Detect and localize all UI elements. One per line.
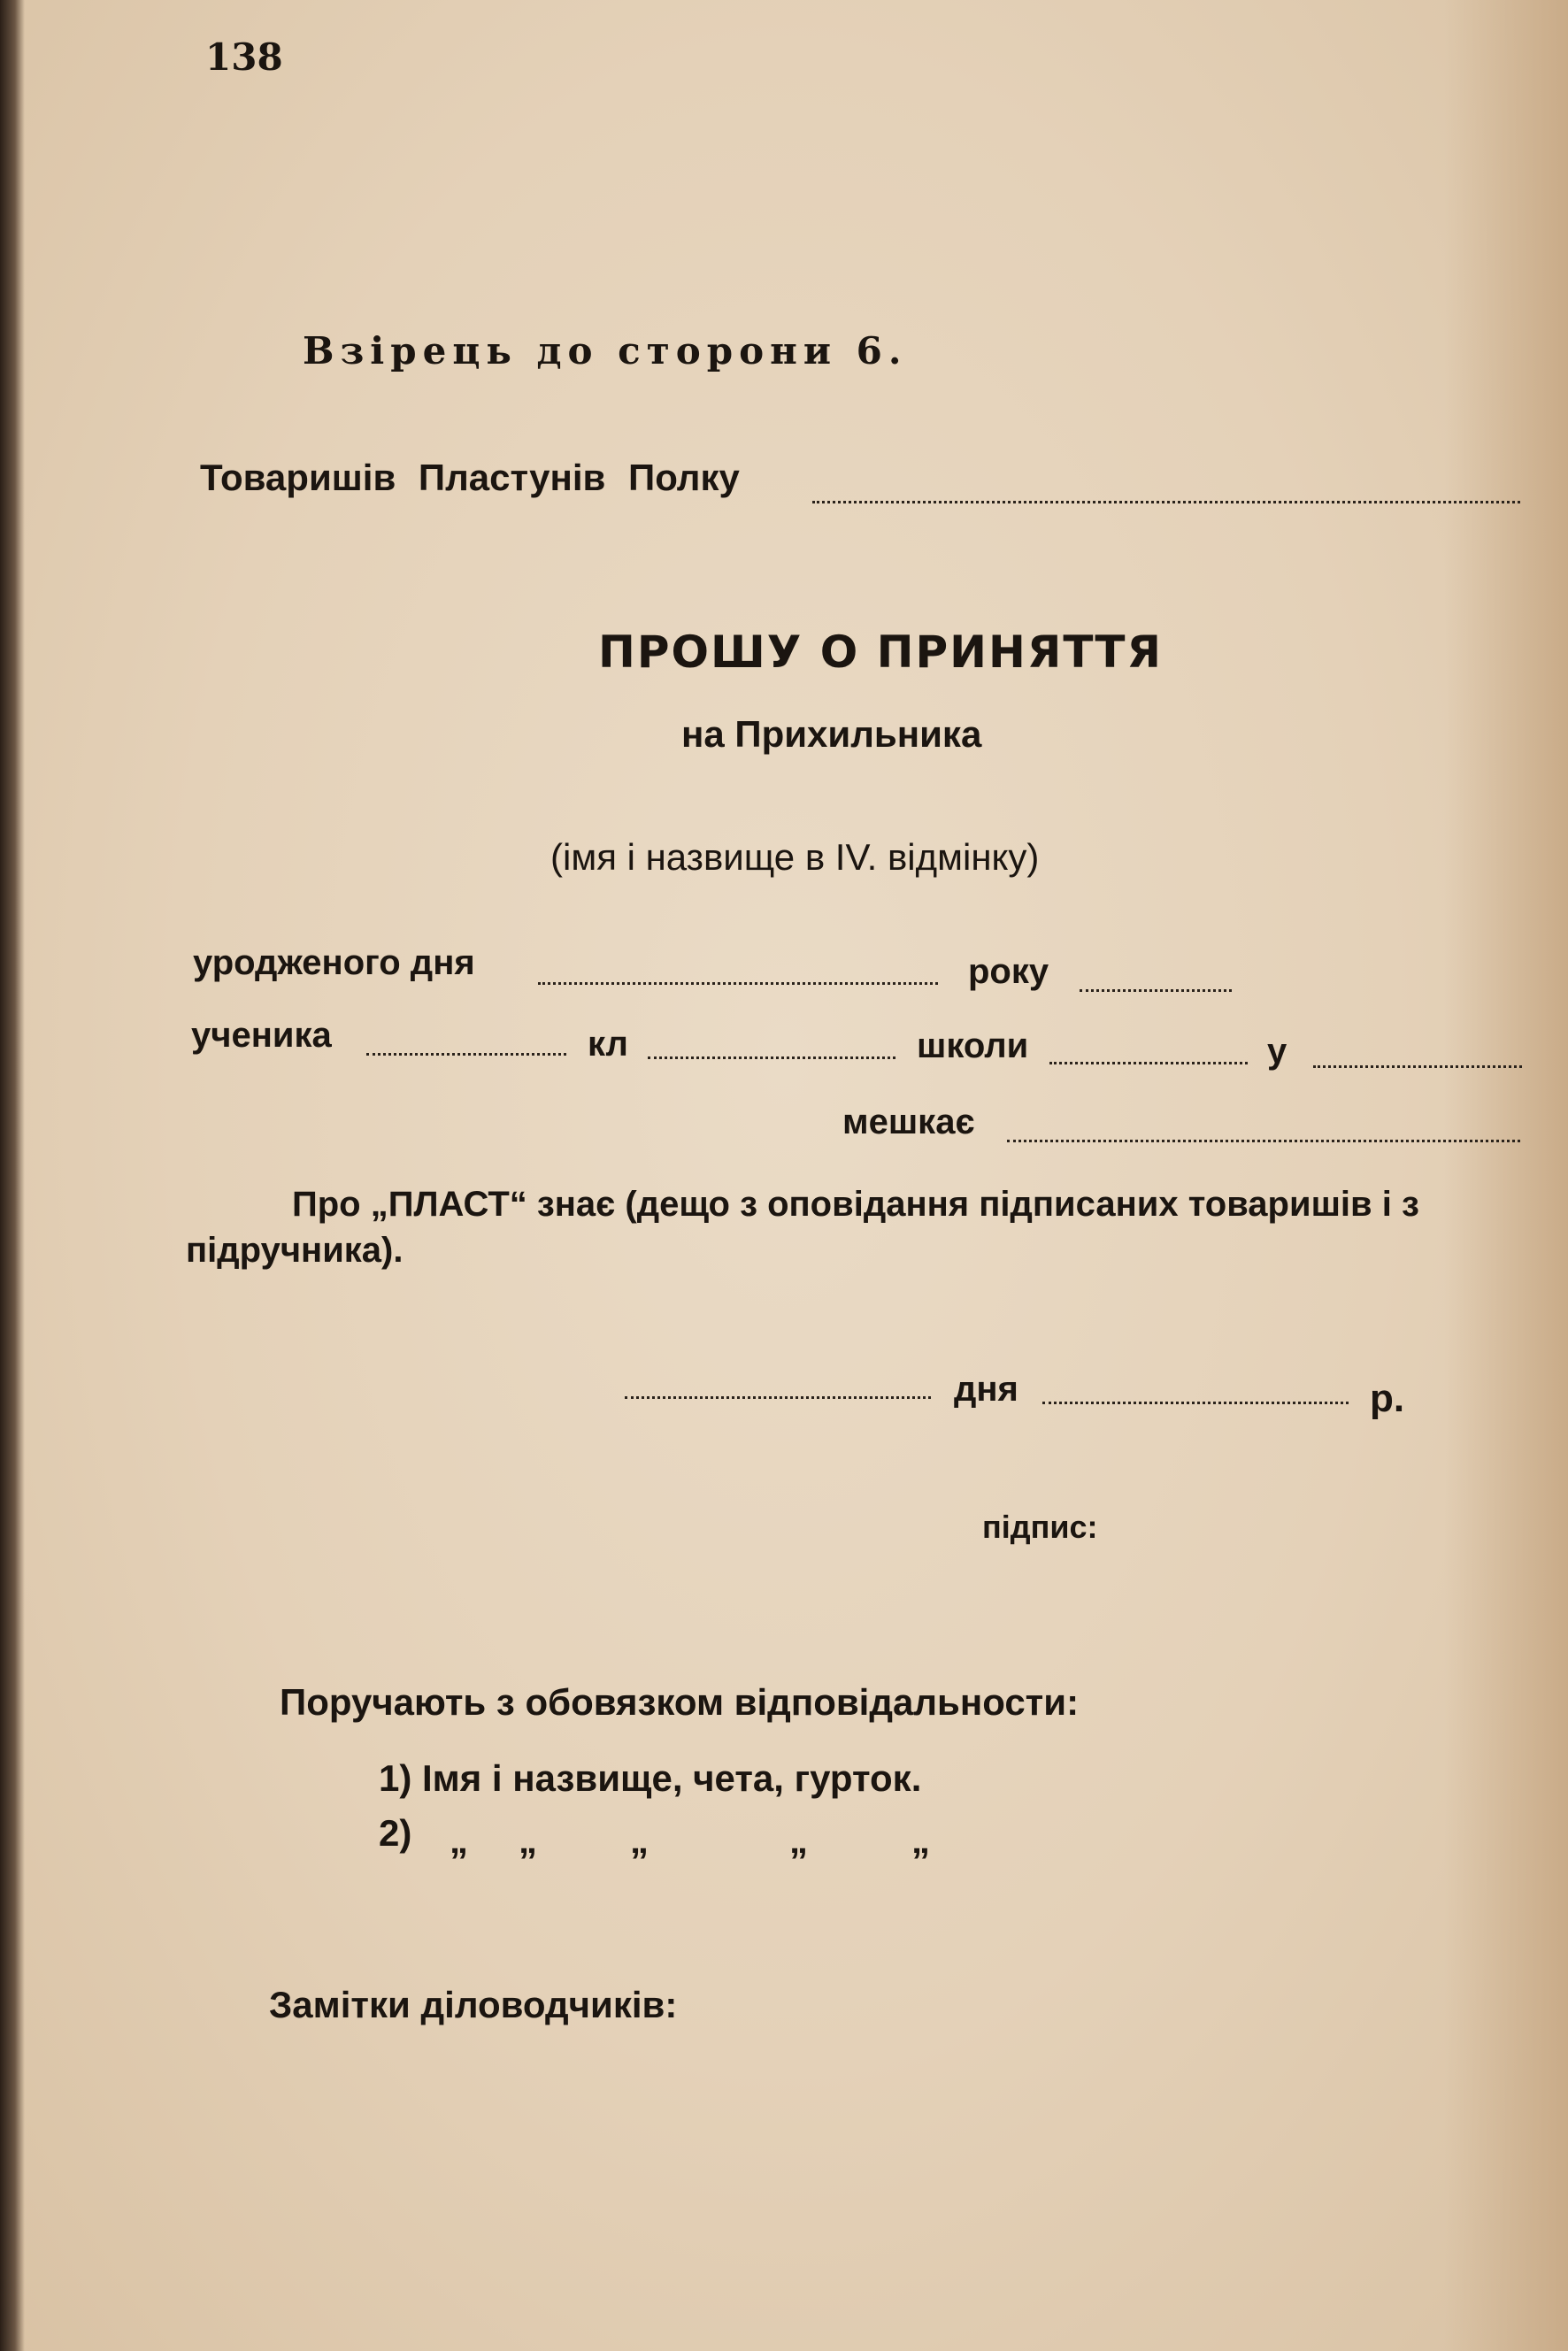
ditto-mark: „	[911, 1819, 930, 1861]
page-number: 138	[205, 35, 283, 79]
knowledge-text: Про „ПЛАСТ“ знає (дещо з оповідання підписаних товаришів і з підручника).	[186, 1185, 1419, 1270]
born-day-label: уродженого дня	[193, 943, 475, 982]
year-label: року	[968, 952, 1049, 991]
request-subtitle: на Прихильника	[681, 713, 982, 755]
page-edge-right	[1444, 0, 1568, 2351]
pupil-label: ученика	[191, 1016, 332, 1055]
in-blank	[1313, 1065, 1522, 1068]
ditto-mark: „	[789, 1819, 808, 1861]
ditto-mark: „	[519, 1819, 537, 1861]
ditto-mark: „	[450, 1819, 468, 1861]
date-place-blank	[625, 1396, 931, 1399]
class-label: кл	[588, 1025, 628, 1064]
lives-blank	[1007, 1140, 1520, 1142]
guarantor-item-2: 2)	[379, 1812, 412, 1854]
sample-reference: Взірець до сторони 6.	[303, 329, 908, 373]
school-blank	[1049, 1062, 1248, 1064]
page-shadow-left	[0, 0, 25, 2351]
school-label: школи	[917, 1026, 1029, 1065]
class-blank	[648, 1056, 895, 1059]
day-label: дня	[954, 1370, 1018, 1409]
lives-label: мешкає	[842, 1103, 975, 1141]
notes-label: Замітки діловодчиків:	[269, 1984, 678, 2025]
guarantors-heading: Поручають з обовязком відповідальности:	[280, 1681, 1080, 1723]
day-blank	[1042, 1402, 1349, 1404]
knowledge-paragraph	[186, 1181, 1513, 1273]
year-blank	[1080, 989, 1232, 992]
year-abbr-label: р.	[1370, 1377, 1405, 1420]
pupil-blank	[366, 1053, 566, 1056]
name-hint: (імя і назвище в IV. відмінку)	[550, 836, 1040, 878]
comrades-line: Товаришів Пластунів Полку	[200, 457, 740, 498]
born-day-blank	[538, 982, 938, 985]
ditto-mark: „	[630, 1819, 649, 1861]
regiment-blank	[812, 501, 1520, 503]
in-label: у	[1267, 1032, 1287, 1071]
guarantor-item-1: 1) Імя і назвище, чета, гурток.	[379, 1757, 922, 1799]
request-title: ПРОШУ О ПРИНЯТТЯ	[598, 626, 1164, 678]
signature-label: підпис:	[982, 1509, 1098, 1545]
